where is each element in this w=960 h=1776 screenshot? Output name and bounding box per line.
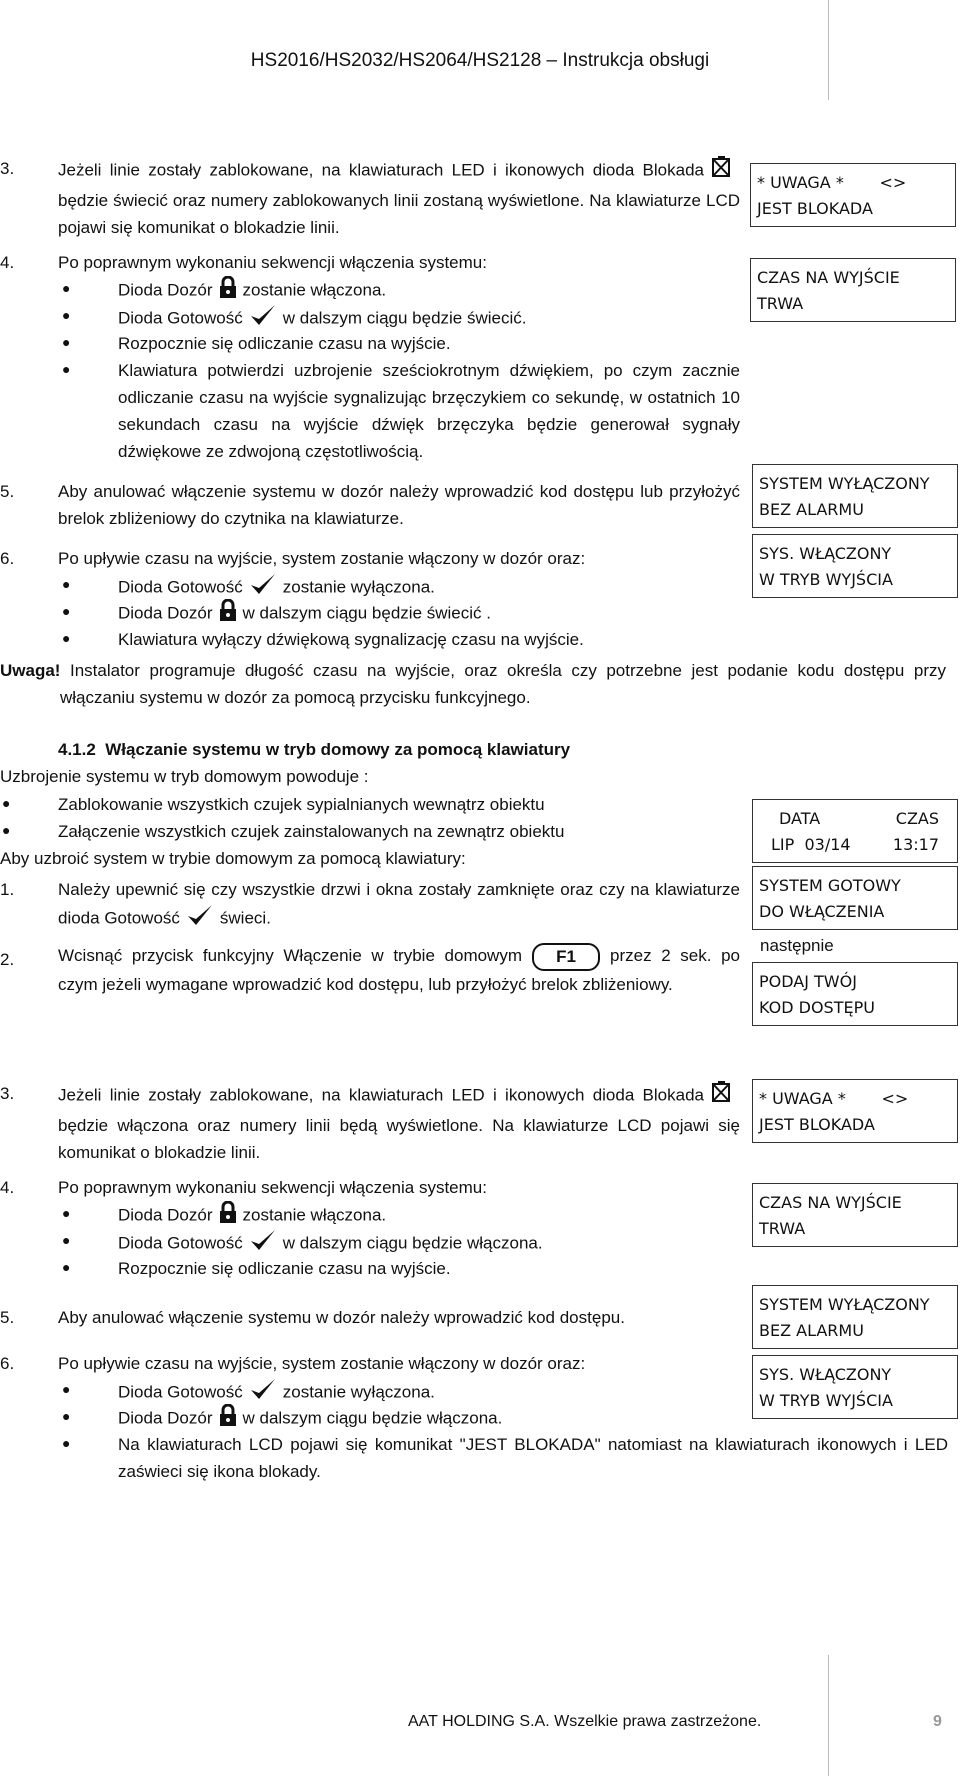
list-item: Rozpocznie się odliczanie czasu na wyjście. xyxy=(118,334,451,353)
lcd-line: SYS. WŁĄCZONY xyxy=(759,1365,892,1384)
lcd-line: DO WŁĄCZENIA xyxy=(759,902,885,921)
lcd-display-ready xyxy=(752,866,958,930)
lcd-display-armed-exit xyxy=(752,534,958,598)
intro-text: Uzbrojenie systemu w tryb domowym powoduje : xyxy=(0,767,369,786)
note-text: Instalator programuje długość czasu na wyjście, oraz określa czy potrzebne jest podanie kodu dostępu przy włączaniu systemu w dozór za pomocą przycisku funkcyjnego. xyxy=(60,661,946,707)
bullet: ● xyxy=(62,1259,71,1275)
bypass-icon xyxy=(710,1080,734,1112)
bullet: ● xyxy=(62,630,71,646)
lcd-line: SYSTEM WYŁĄCZONY xyxy=(759,1295,930,1314)
list-item: Rozpocznie się odliczanie czasu na wyjście. xyxy=(118,1259,451,1278)
list-item: Dioda Dozór zostanie włączona. xyxy=(118,1201,386,1231)
lcd-line: TRWA xyxy=(757,294,804,313)
lcd-line: * UWAGA * <> xyxy=(759,1089,909,1108)
item-number: 4. xyxy=(0,253,15,272)
checkmark-icon xyxy=(186,903,214,935)
how-to-text: Aby uzbroić system w trybie domowym za pomocą klawiatury: xyxy=(0,849,466,868)
item-number: 3. xyxy=(0,1084,15,1103)
then-label: następnie xyxy=(760,936,834,955)
list-item: Dioda Gotowość zostanie wyłączona. xyxy=(118,1377,435,1409)
paragraph-press-f1: Wcisnąć przycisk funkcyjny Włączenie w trybie domowym F1 przez 2 sek. po czym jeżeli wymagane wprowadzić kod dostępu, lub przyłożyć brelok zbliżeniowy. xyxy=(58,942,740,998)
lcd-display-disarmed xyxy=(752,464,958,528)
bullet: ● xyxy=(62,603,71,619)
lcd-line: JEST BLOKADA xyxy=(759,1115,875,1134)
padlock-icon xyxy=(219,599,237,629)
item-number: 5. xyxy=(0,1308,15,1327)
paragraph-exit-delay-end: Po upływie czasu na wyjście, system zostanie włączony w dozór oraz: xyxy=(58,549,586,568)
lcd-line: BEZ ALARMU xyxy=(759,500,864,519)
bullet: ● xyxy=(2,822,11,838)
bottom-left-margin-line xyxy=(828,1655,829,1776)
list-item: Na klawiaturach LCD pojawi się komunikat "JEST BLOKADA" natomiast na klawiaturach ikonowych i LED zaświeci się ikona blokady. xyxy=(118,1435,948,1481)
page-footer: AAT HOLDING S.A. Wszelkie prawa zastrzeżone. xyxy=(408,1713,762,1730)
item-number: 1. xyxy=(0,880,15,899)
list-item: Dioda Gotowość zostanie wyłączona. xyxy=(118,572,435,604)
lcd-line: DATA CZAS xyxy=(779,809,939,828)
lcd-display-disarmed xyxy=(752,1285,958,1349)
padlock-icon xyxy=(219,1201,237,1231)
paragraph-after-arming: Po poprawnym wykonaniu sekwencji włączenia systemu: xyxy=(58,1178,487,1197)
lcd-line: * UWAGA * <> xyxy=(757,173,907,192)
bullet: ● xyxy=(62,576,71,592)
paragraph-cancel: Aby anulować włączenie systemu w dozór należy wprowadzić kod dostępu lub przyłożyć brelok zbliżeniowy do czytnika na klawiaturze. xyxy=(58,482,740,528)
list-item: Dioda Gotowość w dalszym ciągu będzie włączona. xyxy=(118,1228,543,1260)
paragraph-after-arming: Po poprawnym wykonaniu sekwencji włączenia systemu: xyxy=(58,253,487,272)
lcd-display-exit-delay xyxy=(752,1183,958,1247)
lcd-line: JEST BLOKADA xyxy=(757,199,873,218)
paragraph-blocked-zones: Jeżeli linie zostały zablokowane, na klawiaturach LED i ikonowych dioda Blokadabędzie świecić oraz numery zablokowanych linii zostaną wyświetlone. Na klawiaturze LCD pojawi się komunikat o blokadzie linii. xyxy=(58,155,740,241)
lcd-line: SYSTEM GOTOWY xyxy=(759,876,901,895)
paragraph-exit-delay-end: Po upływie czasu na wyjście, system zostanie włączony w dozór oraz: xyxy=(58,1354,586,1373)
list-item: Dioda Dozór zostanie włączona. xyxy=(118,276,386,306)
lcd-line: TRWA xyxy=(759,1219,806,1238)
item-number: 2. xyxy=(0,950,15,969)
list-item: Zablokowanie wszystkich czujek sypialnianych wewnątrz obiektu xyxy=(58,795,545,814)
list-item: Dioda Dozór w dalszym ciągu będzie świecić . xyxy=(118,599,491,629)
bullet: ● xyxy=(62,361,71,377)
lcd-display-bypass xyxy=(750,163,956,227)
lcd-line: CZAS NA WYJŚCIE xyxy=(759,1193,902,1212)
lcd-display-bypass xyxy=(752,1079,958,1143)
list-item: Załączenie wszystkich czujek zainstalowanych na zewnątrz obiektu xyxy=(58,822,565,841)
page-number: 9 xyxy=(933,1713,942,1730)
bullet: ● xyxy=(62,307,71,323)
bullet: ● xyxy=(62,1408,71,1424)
paragraph-blocked-zones: Jeżeli linie zostały zablokowane, na klawiaturach LED i ikonowych dioda Blokadabędzie włączona oraz numery linii będą wyświetlone. Na klawiaturze LCD pojawi się komunikat o blokadzie linii. xyxy=(58,1080,740,1166)
padlock-icon xyxy=(219,1404,237,1434)
lcd-display-date-time xyxy=(752,799,958,863)
item-number: 6. xyxy=(0,549,15,568)
list-item: Klawiatura potwierdzi uzbrojenie sześciokrotnym dźwiękiem, po czym zacznie odliczanie czasu na wyjście sygnalizując brzęczykiem co sekundę, w ostatnich 10 sekundach czasu na wyjście dźwięk brzęczyka będzie generował sygnały dźwiękowe ze zdwojoną częstotliwością. xyxy=(118,361,740,461)
bullet: ● xyxy=(62,1205,71,1221)
lcd-line: SYSTEM WYŁĄCZONY xyxy=(759,474,930,493)
bypass-icon xyxy=(710,155,734,187)
lcd-line: BEZ ALARMU xyxy=(759,1321,864,1340)
bullet: ● xyxy=(2,795,11,811)
list-item: Dioda Dozór w dalszym ciągu będzie włączona. xyxy=(118,1404,502,1434)
lcd-line: PODAJ TWÓJ xyxy=(759,972,857,991)
bullet: ● xyxy=(62,1381,71,1397)
f1-key: F1 xyxy=(532,943,600,971)
page-header: HS2016/HS2032/HS2064/HS2128 – Instrukcja obsługi xyxy=(250,50,710,71)
item-number: 4. xyxy=(0,1178,15,1197)
lcd-line: W TRYB WYJŚCIA xyxy=(759,1391,893,1410)
item-number: 5. xyxy=(0,482,15,501)
lcd-line: LIP 03/14 13:17 xyxy=(771,835,939,854)
list-item: Klawiatura wyłączy dźwiękową sygnalizację czasu na wyjście. xyxy=(118,630,584,649)
lcd-display-exit-delay xyxy=(750,258,956,322)
item-number: 6. xyxy=(0,1354,15,1373)
bullet: ● xyxy=(62,1232,71,1248)
lcd-display-enter-code xyxy=(752,962,958,1026)
paragraph-check-doors: Należy upewnić się czy wszystkie drzwi i okna zostały zamknięte oraz czy na klawiaturze dioda Gotowość świeci. xyxy=(58,876,740,935)
list-item: Dioda Gotowość w dalszym ciągu będzie świecić. xyxy=(118,303,527,335)
bullet: ● xyxy=(62,334,71,350)
bullet: ● xyxy=(62,280,71,296)
padlock-icon xyxy=(219,276,237,306)
lcd-display-armed-exit xyxy=(752,1355,958,1419)
lcd-line: KOD DOSTĘPU xyxy=(759,998,875,1017)
note-label: Uwaga! xyxy=(0,661,61,680)
lcd-line: SYS. WŁĄCZONY xyxy=(759,544,892,563)
item-number: 3. xyxy=(0,159,15,178)
section-heading: 4.1.2 Włączanie systemu w tryb domowy za pomocą klawiatury xyxy=(58,740,571,759)
lcd-line: W TRYB WYJŚCIA xyxy=(759,570,893,589)
paragraph-cancel: Aby anulować włączenie systemu w dozór należy wprowadzić kod dostępu. xyxy=(58,1308,625,1327)
lcd-line: CZAS NA WYJŚCIE xyxy=(757,268,900,287)
bullet: ● xyxy=(62,1435,71,1451)
